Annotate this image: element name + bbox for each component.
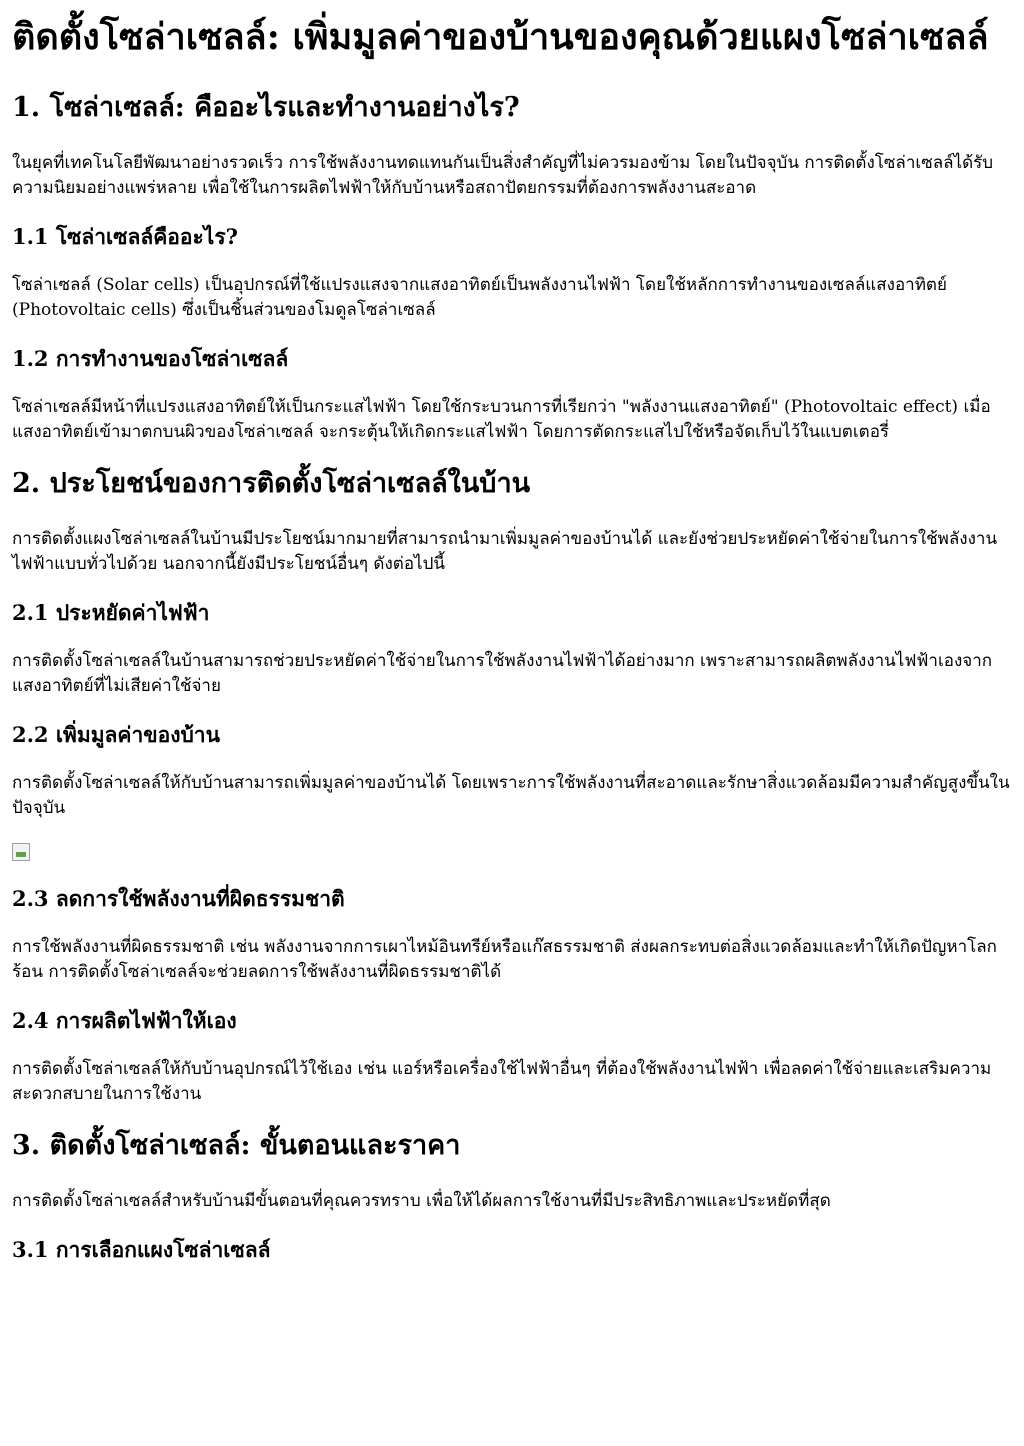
subsection-text-1-2: โซล่าเซลล์มีหน้าที่แปรงแสงอาทิตย์ให้เป็นกระแสไฟฟ้า โดยใช้กระบวนการที่เรียกว่า "พลังงานแสงอาทิตย์" (Photovoltaic effect) เมื่อแสงอาทิตย์เข้ามาตกบนผิวของโซล่าเซลล์ จะกระตุ้นให้เกิดกระแสไฟฟ้า โดยการตัดกระแสไปใช้หรือจัดเก็บไว้ในแบตเตอรี่ <box>12 397 991 442</box>
section-heading-2: 2. ประโยชน์ของการติดตั้งโซล่าเซลล์ในบ้าน <box>12 468 531 499</box>
subsection-heading-1-2: 1.2 การทำงานของโซล่าเซลล์ <box>12 346 289 371</box>
subsection-text-2-2: การติดตั้งโซล่าเซลล์ให้กับบ้านสามารถเพิ่มมูลค่าของบ้านได้ โดยเพราะการใช้พลังงานที่สะอาดและรักษาสิ่งแวดล้อมมีความสำคัญสูงขึ้นในปัจจุบัน <box>12 773 1010 818</box>
subsection-heading-2-3: 2.3 ลดการใช้พลังงานที่ผิดธรรมชาติ <box>12 886 345 911</box>
subsection-heading-2-1: 2.1 ประหยัดค่าไฟฟ้า <box>12 600 210 625</box>
subsection-heading-2-2: 2.2 เพิ่มมูลค่าของบ้าน <box>12 722 220 747</box>
section-intro-2: การติดตั้งแผงโซล่าเซลล์ในบ้านมีประโยชน์มากมายที่สามารถนำมาเพิ่มมูลค่าของบ้านได้ และยังช่วยประหยัดค่าใช้จ่ายในการใช้พลังงานไฟฟ้าแบบทั่วไปด้วย นอกจากนี้ยังมีประโยชน์อื่นๆ ดังต่อไปนี้ <box>12 529 998 574</box>
subsection-heading-2-4: 2.4 การผลิตไฟฟ้าให้เอง <box>12 1008 237 1033</box>
section-intro-1: ในยุคที่เทคโนโลยีพัฒนาอย่างรวดเร็ว การใช้พลังงานทดแทนกันเป็นสิ่งสำคัญที่ไม่ควรมองข้าม โดยในปัจจุบัน การติดตั้งโซล่าเซลล์ได้รับความนิยมอย่างแพร่หลาย เพื่อใช้ในการผลิตไฟฟ้าให้กับบ้านหรือสถาปัตยกรรมที่ต้องการพลังงานสะอาด <box>12 153 994 198</box>
subsection-text-2-4: การติดตั้งโซล่าเซลล์ให้กับบ้านอุปกรณ์ไว้ใช้เอง เช่น แอร์หรือเครื่องใช้ไฟฟ้าอื่นๆ ที่ต้องใช้พลังงานไฟฟ้า เพื่อลดค่าใช้จ่ายและเสริมความสะดวกสบายในการใช้งาน <box>12 1059 992 1104</box>
subsection-text-2-1: การติดตั้งโซล่าเซลล์ในบ้านสามารถช่วยประหยัดค่าใช้จ่ายในการใช้พลังงานไฟฟ้าได้อย่างมาก เพราะสามารถผลิตพลังงานไฟฟ้าเองจากแสงอาทิตย์ที่ไม่เสียค่าใช้จ่าย <box>12 651 993 696</box>
section-intro-3: การติดตั้งโซล่าเซลล์สำหรับบ้านมีขั้นตอนที่คุณควรทราบ เพื่อให้ได้ผลการใช้งานที่มีประสิทธิภาพและประหยัดที่สุด <box>12 1191 831 1211</box>
subsection-heading-3-1: 3.1 การเลือกแผงโซล่าเซลล์ <box>12 1237 271 1262</box>
page-title: ติดตั้งโซล่าเซลล์: เพิ่มมูลค่าของบ้านของคุณด้วยแผงโซล่าเซลล์ <box>12 16 989 58</box>
subsection-text-1-1: โซล่าเซลล์ (Solar cells) เป็นอุปกรณ์ที่ใช้แปรงแสงจากแสงอาทิตย์เป็นพลังงานไฟฟ้า โดยใช้หลักการทำงานของเซลล์แสงอาทิตย์ (Photovoltaic cells) ซึ่งเป็นชิ้นส่วนของโมดูลโซล่าเซลล์ <box>12 275 947 320</box>
subsection-heading-1-1: 1.1 โซล่าเซลล์คืออะไร? <box>12 224 238 249</box>
subsection-text-2-3: การใช้พลังงานที่ผิดธรรมชาติ เช่น พลังงานจากการเผาไหม้อินทรีย์หรือแก๊สธรรมชาติ ส่งผลกระทบต่อสิ่งแวดล้อมและทำให้เกิดปัญหาโลกร้อน การติดตั้งโซล่าเซลล์จะช่วยลดการใช้พลังงานที่ผิดธรรมชาติได้ <box>12 937 997 982</box>
section-heading-1: 1. โซล่าเซลล์: คืออะไรและทำงานอย่างไร? <box>12 92 520 123</box>
broken-image-icon <box>12 843 30 861</box>
section-heading-3: 3. ติดตั้งโซล่าเซลล์: ขั้นตอนและราคา <box>12 1130 461 1161</box>
